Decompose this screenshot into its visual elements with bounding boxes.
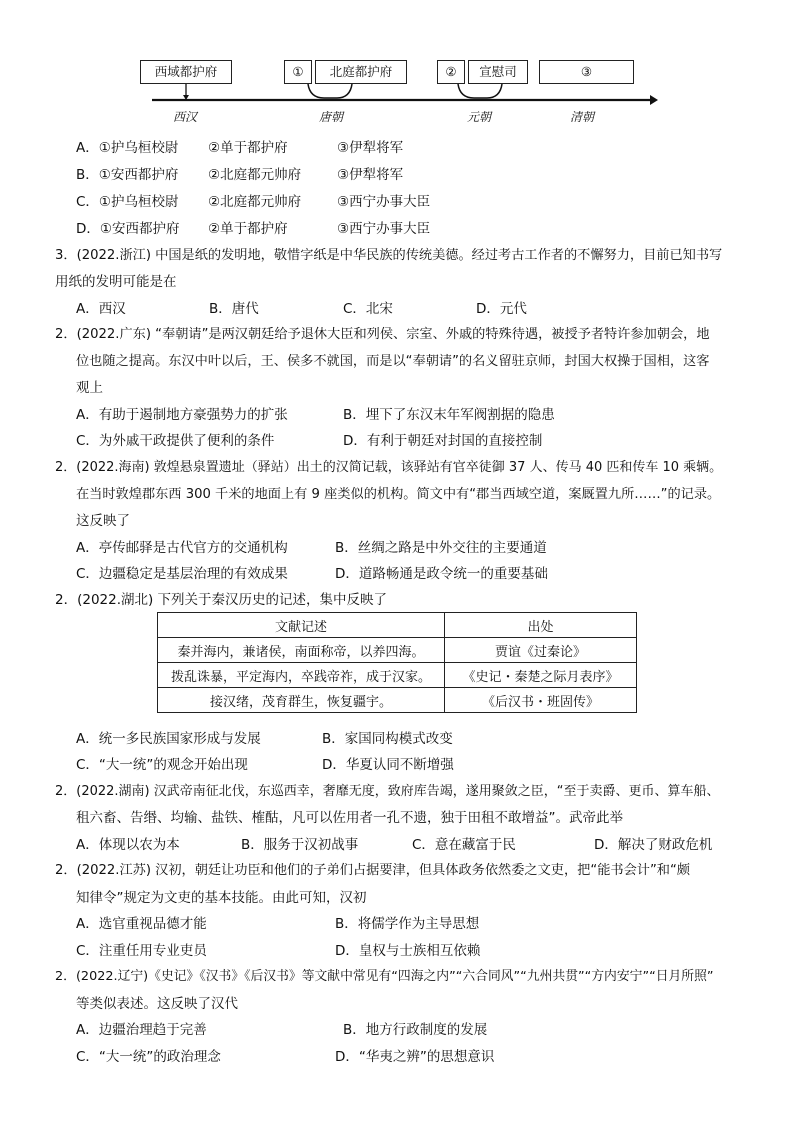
option-c: C．边疆稳定是基层治理的有效成果 xyxy=(76,566,288,582)
option-d: D．皇权与士族相互依赖 xyxy=(335,943,481,959)
option-c-part1: C．①护乌桓校尉 xyxy=(76,194,179,210)
option-a: A．西汉 xyxy=(76,301,126,317)
question-stem: 用纸的发明可能是在 xyxy=(55,274,177,290)
yuan-bracket xyxy=(458,84,502,98)
option-a-part2: ②单于都护府 xyxy=(208,140,288,156)
box-xiyu-duhufu: 西域都护府 xyxy=(140,60,232,84)
table-row xyxy=(158,688,637,713)
question-stem: 2．(2022.辽宁)《史记》《汉书》《后汉书》等文献中常见有“四海之内”“六合同风”“九州共贯”“方内安宁”“日月所照” xyxy=(55,969,714,984)
table-row xyxy=(158,663,637,688)
table-cell: 秦并海内，兼诸侯，南面称帝，以养四海。 xyxy=(158,638,445,663)
question-stem: 知律令”规定为文吏的基本技能。由此可知，汉初 xyxy=(76,890,367,906)
question-stem: 这反映了 xyxy=(76,513,130,529)
tang-bracket xyxy=(308,84,352,98)
option-d: D．元代 xyxy=(476,301,527,317)
option-b: B．埋下了东汉末年军阀割据的隐患 xyxy=(343,407,555,423)
option-a: A．有助于遏制地方豪强势力的扩张 xyxy=(76,407,288,423)
option-a: A．亭传邮驿是古代官方的交通机构 xyxy=(76,540,288,556)
option-d: D．有利于朝廷对封国的直接控制 xyxy=(343,433,543,449)
table-row xyxy=(158,638,637,663)
label-xihan: 西汉 xyxy=(173,110,198,124)
timeline-diagram xyxy=(0,0,794,135)
label-yuan: 元朝 xyxy=(467,110,492,124)
option-b-part3: ③伊犁将军 xyxy=(337,167,404,183)
table-header-row xyxy=(158,613,637,638)
option-d: D．道路畅通是政令统一的重要基础 xyxy=(335,566,548,582)
table-cell: 《史记・秦楚之际月表序》 xyxy=(445,663,637,688)
option-c: C．注重任用专业吏员 xyxy=(76,943,207,959)
question-stem: 在当时敦煌郡东西 300 千米的地面上有 9 座类似的机构。简文中有“郡当西域空道，案厩置九所……”的记录。 xyxy=(76,487,721,502)
question-stem: 等类似表述。这反映了汉代 xyxy=(76,996,238,1012)
timeline-arrow xyxy=(650,95,658,105)
option-b: B．将儒学作为主导思想 xyxy=(335,916,480,932)
option-d-part2: ②单于都护府 xyxy=(208,221,288,237)
option-a-part3: ③伊犁将军 xyxy=(337,140,404,156)
option-c: C．意在藏富于民 xyxy=(412,837,516,853)
option-b: B．丝绸之路是中外交往的主要通道 xyxy=(335,540,547,556)
option-a: A．体现以农为本 xyxy=(76,837,180,853)
option-d-part1: D．①安西都护府 xyxy=(76,221,180,237)
option-d: D．解决了财政危机 xyxy=(594,837,713,853)
box-blank-1: ① xyxy=(284,60,312,84)
option-c: C．为外戚干政提供了便利的条件 xyxy=(76,433,275,449)
table-cell: 接汉绪，茂育群生，恢复疆宇。 xyxy=(158,688,445,713)
option-a: A．选官重视品德才能 xyxy=(76,916,207,932)
option-b: B．地方行政制度的发展 xyxy=(343,1022,488,1038)
question-stem: 位也随之提高。东汉中叶以后，王、侯多不就国，而是以“奉朝请”的名义留驻京师，封国大权操于国相，这客 xyxy=(76,354,710,369)
question-stem: 2．(2022.海南) 敦煌悬泉置遗址（驿站）出土的汉简记载，该驿站有官卒徒御 37 人、传马 40 匹和传车 10 乘辆。 xyxy=(55,460,723,475)
option-b: B．家国同构模式改变 xyxy=(322,731,453,747)
option-a: A．边疆治理趋于完善 xyxy=(76,1022,207,1038)
option-d-part3: ③西宁办事大臣 xyxy=(337,221,431,237)
question-stem: 2．(2022.湖南) 汉武帝南征北伐，东巡西幸，奢靡无度，致府库告竭，遂用聚敛之臣，“至于卖爵、更币、算车船、 xyxy=(55,784,720,799)
question-stem: 2．(2022.江苏) 汉初，朝廷让功臣和他们的子弟们占据要津，但具体政务依然委之文吏，把“能书会计”和“颇 xyxy=(55,863,690,878)
option-b-part1: B．①安西都护府 xyxy=(76,167,179,183)
option-c: C．“大一统”的政治理念 xyxy=(76,1049,221,1065)
label-tang: 唐朝 xyxy=(319,110,344,124)
option-a-part1: A．①护乌桓校尉 xyxy=(76,140,179,156)
question-stem: 3．(2022.浙江) 中国是纸的发明地，敬惜字纸是中华民族的传统美德。经过考古工作者的不懈努力，目前已知书写 xyxy=(55,248,723,263)
question-stem: 2．(2022.广东) “奉朝请”是两汉朝廷给予退休大臣和列侯、宗室、外戚的特殊待遇，被授予者特许参加朝会，地 xyxy=(55,327,710,342)
box-blank-2: ② xyxy=(437,60,465,84)
option-b: B．唐代 xyxy=(209,301,259,317)
label-qing: 清朝 xyxy=(570,110,595,124)
question-stem: 观上 xyxy=(76,380,103,396)
option-c-part2: ②北庭都元帅府 xyxy=(208,194,302,210)
question-stem: 租六畜、告缗、均输、盐铁、榷酤，凡可以佐用者一孔不遗，独于田租不敢增益”。武帝此举 xyxy=(76,810,623,826)
source-table xyxy=(157,612,637,713)
option-a: A．统一多民族国家形成与发展 xyxy=(76,731,261,747)
option-c: C．北宋 xyxy=(343,301,393,317)
option-c: C．“大一统”的观念开始出现 xyxy=(76,757,248,773)
box-beiting-duhufu: 北庭都护府 xyxy=(315,60,407,84)
box-blank-3: ③ xyxy=(539,60,634,84)
table-cell: 《后汉书・班固传》 xyxy=(445,688,637,713)
option-d: D．华夏认同不断增强 xyxy=(322,757,454,773)
option-d: D．“华夷之辨”的思想意识 xyxy=(335,1049,495,1065)
option-c-part3: ③西宁办事大臣 xyxy=(337,194,431,210)
table-cell: 拨乱诛暴，平定海内，卒践帝祚，成于汉家。 xyxy=(158,663,445,688)
option-b-part2: ②北庭都元帅府 xyxy=(208,167,302,183)
table-header: 文献记述 xyxy=(158,613,445,638)
table-cell: 贾谊《过秦论》 xyxy=(445,638,637,663)
option-b: B．服务于汉初战事 xyxy=(241,837,359,853)
box-xuanweisi: 宣慰司 xyxy=(468,60,528,84)
question-stem: 2．(2022.湖北) 下列关于秦汉历史的记述，集中反映了 xyxy=(55,592,388,608)
table-header: 出处 xyxy=(445,613,637,638)
